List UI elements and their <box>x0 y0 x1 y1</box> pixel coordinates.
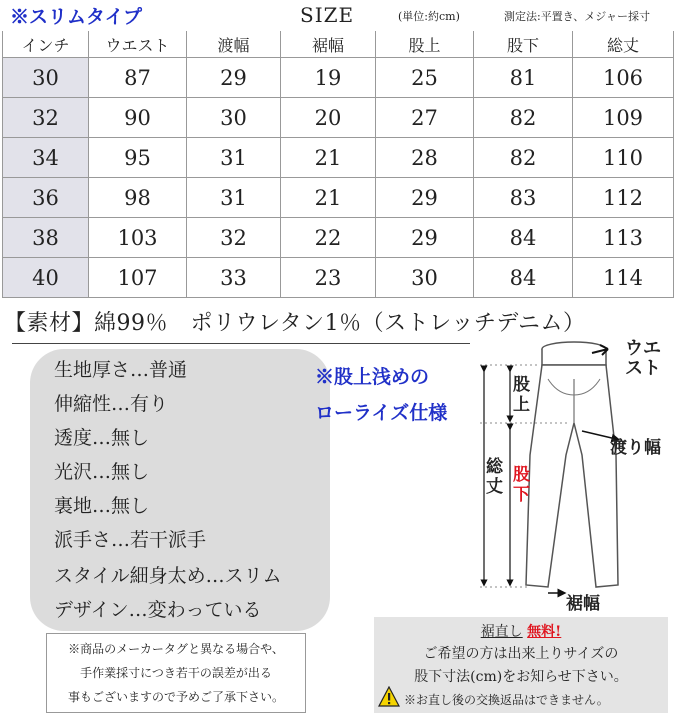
table-cell: 29 <box>376 218 474 258</box>
table-cell: 112 <box>573 178 674 218</box>
column-header: 股上 <box>376 31 474 58</box>
table-cell: 22 <box>281 218 376 258</box>
table-row <box>3 138 674 178</box>
property-item: 派手さ…若干派手 <box>54 529 207 551</box>
material-text: 【素材】綿99％ ポリウレタン1％（ストレッチデニム） <box>4 311 586 336</box>
column-header: 股下 <box>474 31 573 58</box>
hem-title: 裾直し 無料! <box>480 624 562 640</box>
table-cell: 107 <box>89 258 187 298</box>
disclaimer-line: 事もございますので予めご了承下さい。 <box>67 690 284 704</box>
table-cell: 33 <box>187 258 281 298</box>
column-header: 裾幅 <box>281 31 376 58</box>
type-label: ※スリムタイプ <box>10 6 143 28</box>
table-cell: 110 <box>573 138 674 178</box>
table-cell: 27 <box>376 98 474 138</box>
property-item: 透度…無し <box>54 427 150 449</box>
thigh-label: 渡り幅 <box>610 438 661 458</box>
table-cell: 83 <box>474 178 573 218</box>
table-cell: 34 <box>3 138 89 178</box>
total-length-label: 総 丈 <box>486 457 503 497</box>
table-cell: 82 <box>474 138 573 178</box>
table-row <box>3 58 674 98</box>
table-row <box>3 178 674 218</box>
table-cell: 25 <box>376 58 474 98</box>
table-cell: 109 <box>573 98 674 138</box>
table-cell: 106 <box>573 58 674 98</box>
property-item: 光沢…無し <box>54 461 150 483</box>
property-item: 伸縮性…有り <box>54 393 169 415</box>
size-table <box>2 31 674 298</box>
table-cell: 21 <box>281 178 376 218</box>
free-badge: 無料! <box>527 624 562 640</box>
property-item: スタイル細身太め…スリム <box>54 565 282 587</box>
unit-label: (単位:約cm) <box>398 10 460 23</box>
table-row <box>3 218 674 258</box>
table-cell: 82 <box>474 98 573 138</box>
hem-alteration-box <box>374 617 668 713</box>
table-cell: 87 <box>89 58 187 98</box>
table-cell: 103 <box>89 218 187 258</box>
table-row <box>3 98 674 138</box>
table-cell: 29 <box>187 58 281 98</box>
table-cell: 32 <box>187 218 281 258</box>
pants-diagram <box>470 335 675 615</box>
warning-icon <box>378 686 400 708</box>
column-header: インチ <box>3 31 89 58</box>
waist-label: ウエ スト <box>625 338 661 379</box>
table-row <box>3 258 674 298</box>
disclaimer-line: ※商品のメーカータグと異なる場合や、 <box>68 642 284 656</box>
table-cell: 81 <box>474 58 573 98</box>
table-cell: 90 <box>89 98 187 138</box>
column-header: ウエスト <box>89 31 187 58</box>
table-cell: 38 <box>3 218 89 258</box>
table-cell: 95 <box>89 138 187 178</box>
table-cell: 31 <box>187 178 281 218</box>
table-cell: 36 <box>3 178 89 218</box>
table-cell: 84 <box>474 218 573 258</box>
property-item: デザイン…変わっている <box>54 599 262 621</box>
property-item: 生地厚さ…普通 <box>54 359 188 381</box>
lowrise-note-line1: ※股上浅めの <box>315 366 430 388</box>
table-cell: 30 <box>376 258 474 298</box>
table-cell: 29 <box>376 178 474 218</box>
table-cell: 32 <box>3 98 89 138</box>
table-cell: 31 <box>187 138 281 178</box>
no-return-note: ※お直し後の交換返品はできません。 <box>404 693 609 707</box>
property-item: 裏地…無し <box>54 495 150 517</box>
table-cell: 40 <box>3 258 89 298</box>
rise-label: 股 上 <box>513 375 530 415</box>
hem-label: 裾幅 <box>566 594 600 614</box>
properties-panel <box>30 349 330 631</box>
method-label: 測定法:平置き、メジャー採寸 <box>504 10 651 23</box>
disclaimer-box <box>46 633 306 713</box>
table-cell: 30 <box>187 98 281 138</box>
lowrise-note-line2: ローライズ仕様 <box>315 402 448 424</box>
table-cell: 30 <box>3 58 89 98</box>
hem-line2: 股下寸法(cm)をお知らせ下さい。 <box>414 669 628 685</box>
hem-line1: ご希望の方は出来上りサイズの <box>423 646 619 662</box>
disclaimer-line: 手作業採寸につき若干の誤差が出る <box>80 666 272 680</box>
table-cell: 114 <box>573 258 674 298</box>
table-cell: 19 <box>281 58 376 98</box>
table-cell: 21 <box>281 138 376 178</box>
divider <box>12 343 470 344</box>
size-title: SIZE <box>300 3 355 27</box>
table-cell: 23 <box>281 258 376 298</box>
table-cell: 28 <box>376 138 474 178</box>
column-header: 渡幅 <box>187 31 281 58</box>
table-header-row <box>3 31 674 58</box>
table-cell: 20 <box>281 98 376 138</box>
table-cell: 98 <box>89 178 187 218</box>
inseam-label: 股 下 <box>513 465 530 505</box>
column-header: 総丈 <box>573 31 674 58</box>
size-header <box>0 0 675 30</box>
table-cell: 113 <box>573 218 674 258</box>
table-cell: 84 <box>474 258 573 298</box>
